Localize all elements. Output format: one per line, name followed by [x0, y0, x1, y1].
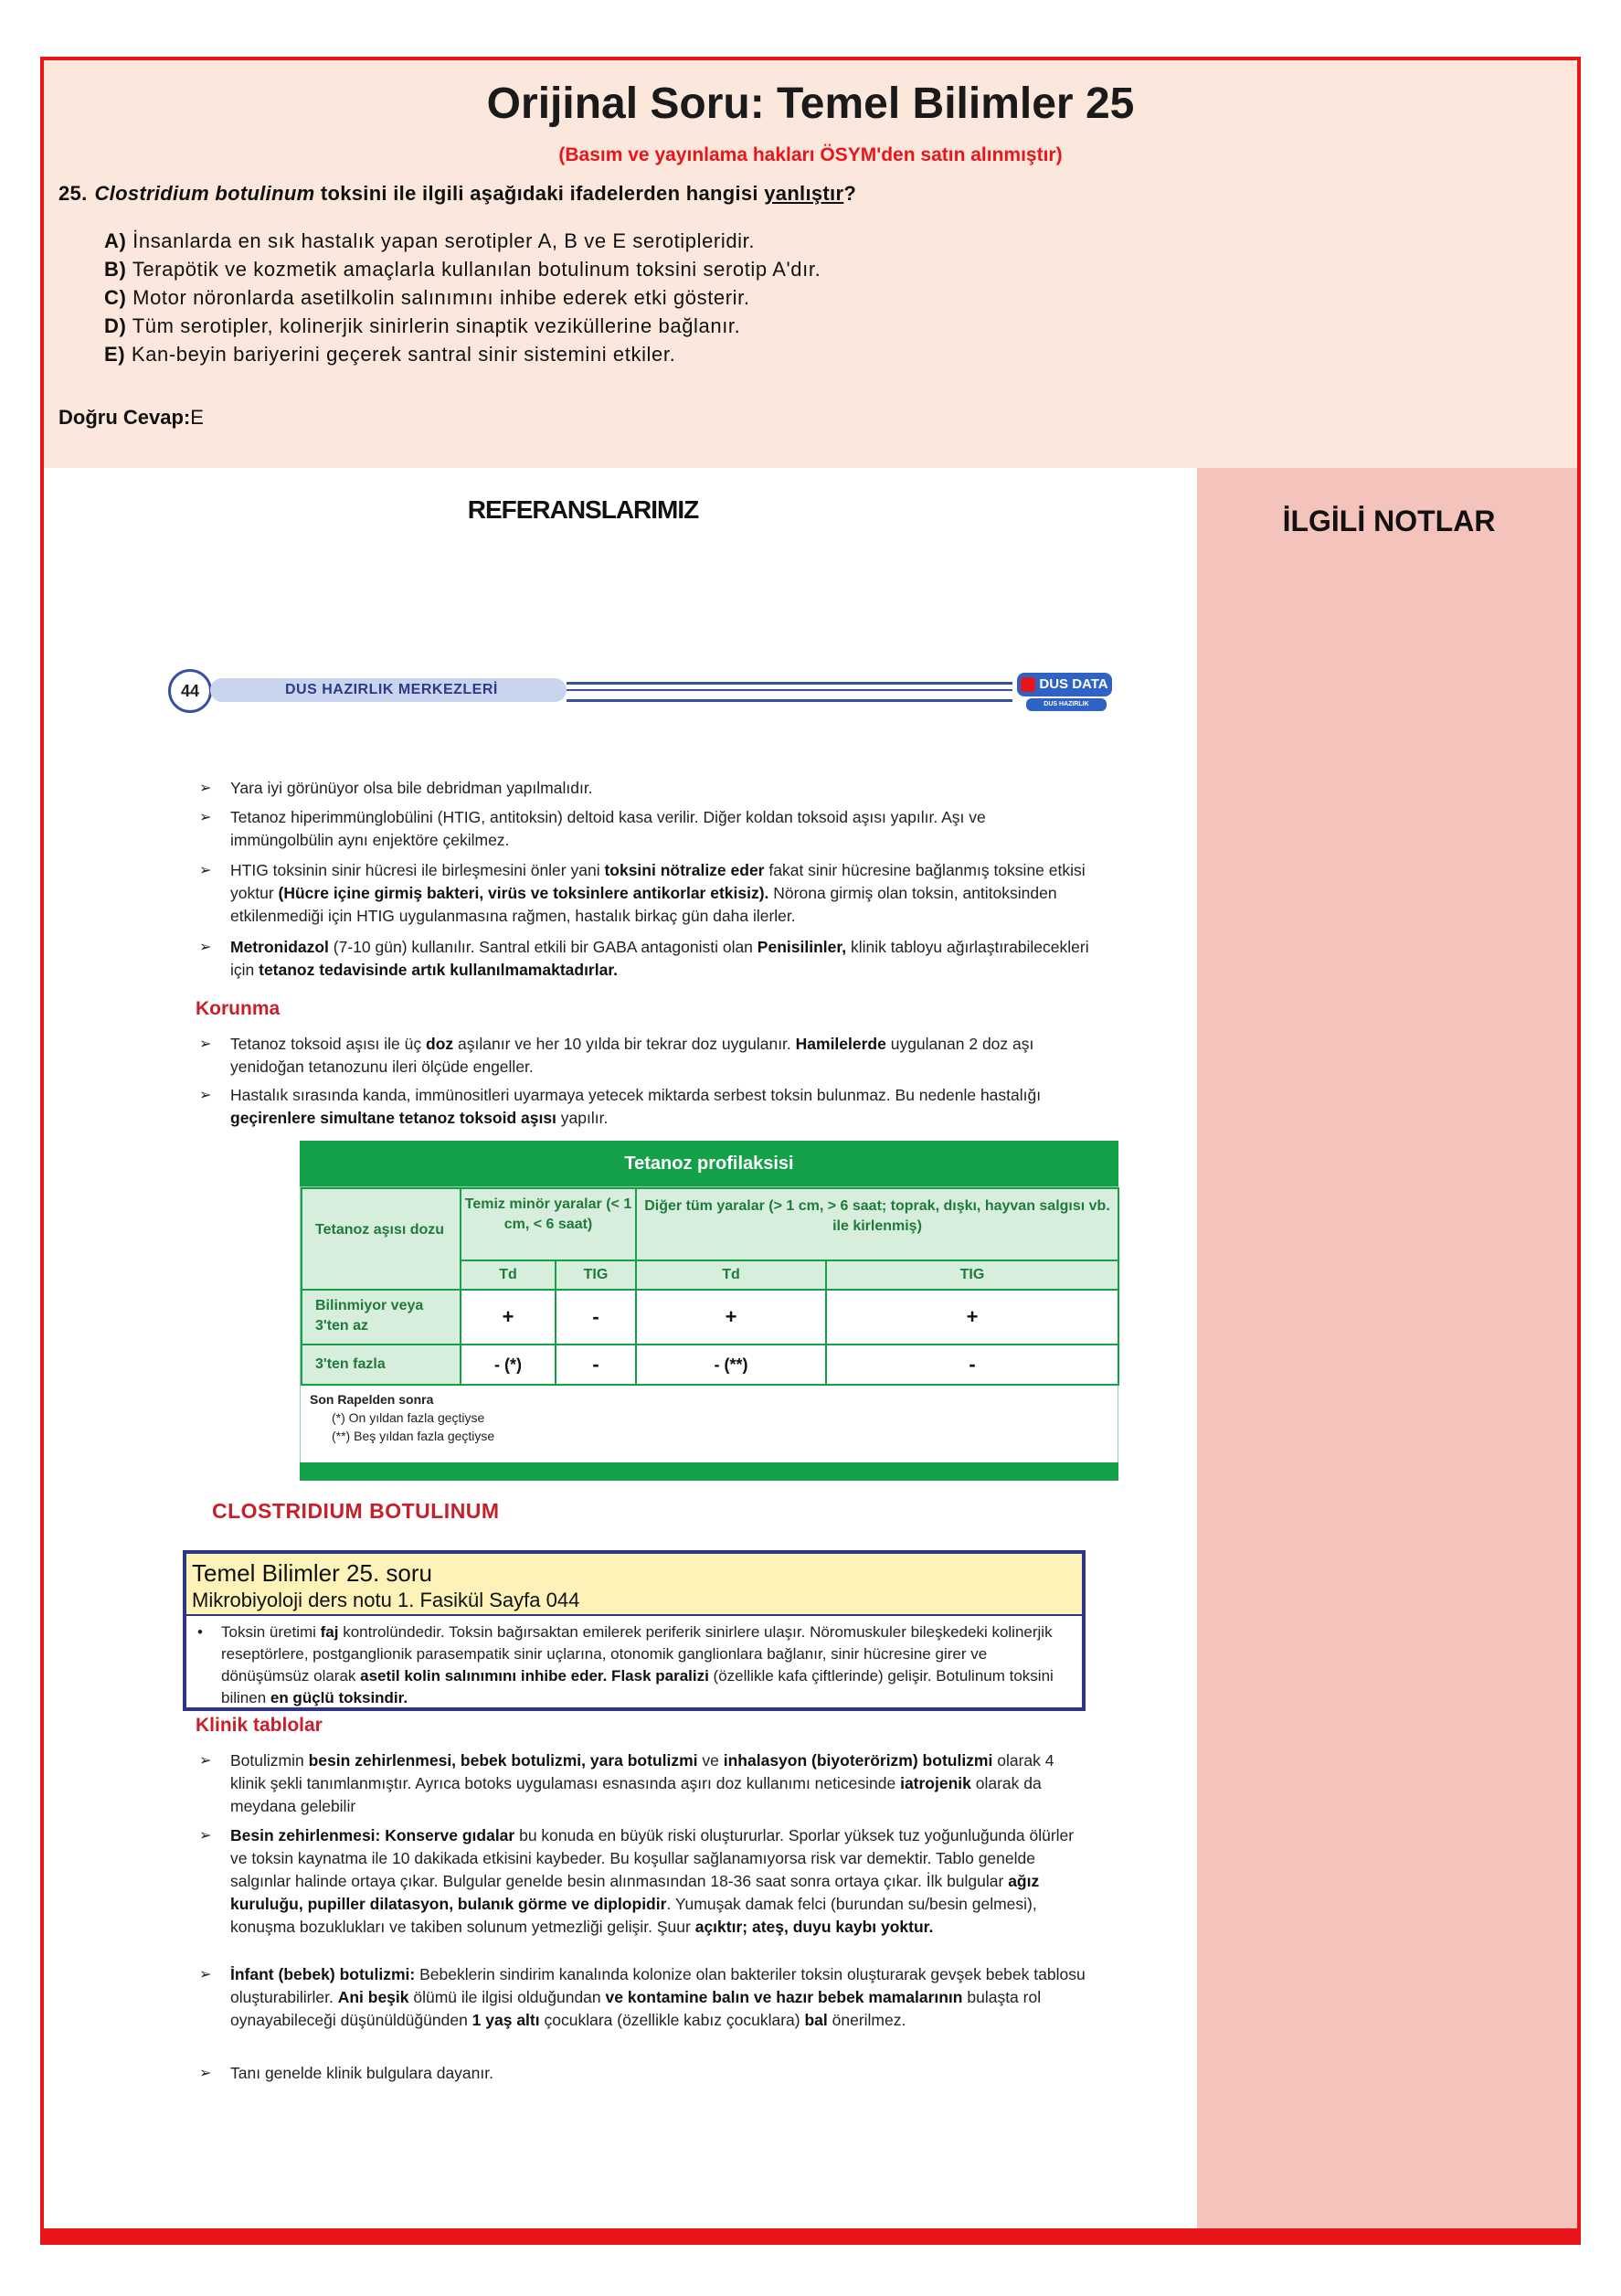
option-a: A) İnsanlarda en sık hastalık yapan serotipler A, B ve E serotipleridir. [104, 229, 756, 252]
table-footnote: Son Rapelden sonra (*) On yıldan fazla geçtiyse (**) Beş yıldan fazla geçtiyse [310, 1392, 495, 1443]
list-item: ➢ Yara iyi görünüyor olsa bile debridman yapılmalıdır. [230, 777, 1089, 800]
list-item: ➢ Besin zehirlenmesi: Konserve gıdalar bu konuda en büyük riski oluştururlar. Sporlar yüksek tuz yoğunluğunda ölürler ve toksin kaynatma ile 10 dakikada etkisini kaybeder. Bu koşullar sağlanamıyorsa risk var demektir. Tablo genelde salgınlar halinde ortaya çıkar. Bulgular genelde besin alınmasından 18-36 saat sonra ortaya çıkar. İlk bulgular ağız kuruluğu, pupiller dilatasyon, bulanık görme ve diplopidir. Yumuşak damak felci (burundan su/besin gelmesi), konuşma bozuklukları ve takiben solunum yetmezliği gelişir. Şuur açıktır; ateş, duyu kaybı yoktur. [230, 1824, 1089, 1939]
question-body: toksini ile ilgili aşağıdaki ifadelerden hangisi [314, 182, 765, 205]
section-clostridium-botulinum: CLOSTRIDIUM BOTULINUM [212, 1499, 500, 1523]
page-number: 44 [168, 669, 212, 713]
table-row-label-2: 3'ten fazla [301, 1344, 461, 1386]
list-item: ➢ Metronidazol (7-10 gün) kullanılır. Santral etkili bir GABA antagonisti olan Penisilinler, klinik tabloyu ağırlaştırabilecekleri için tetanoz tedavisinde artık kullanılmamaktadırlar. [230, 936, 1089, 982]
table-sub-tig-1: TIG [555, 1260, 637, 1291]
header-rule [567, 682, 1012, 702]
bottom-rule [40, 2228, 1581, 2245]
list-item: ➢ Hastalık sırasında kanda, immünositleri uyarmaya yetecek miktarda serbest toksin bulunmaz. Bu nedenle hastalığı geçirenlere simultane tetanoz toksoid aşısı yapılır. [230, 1084, 1089, 1130]
table-cell: - (**) [635, 1344, 827, 1386]
logo-subtext: DUS HAZIRLIK MERKEZLERİ [1026, 698, 1107, 711]
section-korunma: Korunma [196, 998, 281, 1019]
list-item: ➢ Botulizmin besin zehirlenmesi, bebek botulizmi, yara botulizmi ve inhalasyon (biyoterörizm) botulizmi olarak 4 klinik şekli tanımlanmıştır. Ayrıca botoks uygulaması esnasında aşırı doz kullanımı neticesinde iatrojenik olarak da meydana gelebilir [230, 1749, 1089, 1818]
table-cell: + [825, 1289, 1119, 1345]
page-header-label: DUS HAZIRLIK MERKEZLERİ [285, 682, 498, 697]
page-header [168, 669, 1128, 720]
table-sub-tig-2: TIG [825, 1260, 1119, 1291]
table-cell: + [460, 1289, 556, 1345]
list-item: ➢ Tetanoz hiperimmünglobülini (HTIG, antitoksin) deltoid kasa verilir. Diğer koldan toksoid aşısı yapılır. Aşı ve immüngolbülin aynı enjektöre çekilmez. [230, 806, 1089, 852]
correct-answer-label: Doğru Cevap: [58, 406, 191, 429]
notes-heading: İLGİLİ NOTLAR [1282, 505, 1496, 537]
table-sub-td-2: Td [635, 1260, 827, 1291]
question-number: 25. [58, 182, 88, 205]
list-item: ➢ HTIG toksinin sinir hücresi ile birleşmesini önler yani toksini nötralize eder fakat sinir hücresine bağlanmış toksine etkisi yoktur (Hücre içine girmiş bakteri, virüs ve toksinlere antikorlar etkisiz). Nörona girmiş olan toksin, antitoksinden etkilenmediği için HTIG uygulanmasına rağmen, hastalık birkaç gün daha ilerler. [230, 859, 1089, 928]
tooth-icon [1021, 677, 1035, 692]
question-end: ? [843, 182, 857, 205]
table-cell: - [825, 1344, 1119, 1386]
references-heading: REFERANSLARIMIZ [467, 495, 699, 524]
table-cell: - (*) [460, 1344, 556, 1386]
option-c: C) Motor nöronlarda asetilkolin salınımını inhibe ederek etki gösterir. [104, 286, 750, 309]
question-keyword: yanlıştır [764, 182, 844, 205]
answer-options [104, 227, 821, 368]
table-cell: - [555, 1344, 637, 1386]
dusdata-logo [1013, 669, 1114, 720]
list-item: ➢ Tetanoz toksoid aşısı ile üç doz aşılanır ve her 10 yılda bir tekrar doz uygulanır. Hamilelerde uygulanan 2 doz aşı yenidoğan tetanozunu ileri ölçüde engeller. [230, 1033, 1089, 1079]
correct-answer [58, 406, 204, 430]
table-sub-td-1: Td [460, 1260, 556, 1291]
list-item: ➢ İnfant (bebek) botulizmi: Bebeklerin sindirim kanalında kolonize olan bakteriler toksin oluşturarak gevşek bebek tablosu oluşturabilirler. Ani beşik ölümü ile ilgisi olduğundan ve kontamine balın ve hazır bebek mamalarının bulaşta rol oynayabileceği düşünüldüğünden 1 yaş altı çocuklara (özellikle kabız çocuklara) bal önerilmez. [230, 1963, 1089, 2032]
reference-title: Temel Bilimler 25. soru [192, 1559, 432, 1587]
option-d: D) Tüm serotipler, kolinerjik sinirlerin sinaptik veziküllerine bağlanır. [104, 314, 741, 337]
table-row-header: Tetanoz aşısı dozu [301, 1187, 461, 1291]
document-frame [40, 57, 1581, 2245]
logo-text: DUS DATA [1039, 676, 1108, 692]
table-cell: + [635, 1289, 827, 1345]
tetanus-prophylaxis-table [300, 1141, 1118, 1481]
option-b: B) Terapötik ve kozmetik amaçlarla kullanılan botulinum toksini serotip A'dır. [104, 258, 821, 281]
question-reference-box [183, 1550, 1086, 1711]
page-title: Orijinal Soru: Temel Bilimler 25 [486, 80, 1135, 128]
table-col-minor: Temiz minör yaralar (< 1 cm, < 6 saat) [460, 1187, 637, 1261]
question-header-band [44, 60, 1577, 468]
related-notes-panel [1197, 468, 1581, 2245]
table-cell: - [555, 1289, 637, 1345]
correct-answer-value: E [190, 406, 204, 429]
question-text [58, 182, 856, 206]
section-klinik-tablolar: Klinik tablolar [196, 1715, 323, 1736]
option-e: E) Kan-beyin bariyerini geçerek santral sinir sistemini etkiler. [104, 343, 676, 366]
table-col-other: Diğer tüm yaralar (> 1 cm, > 6 saat; toprak, dışkı, hayvan salgısı vb. ile kirlenmiş) [635, 1187, 1119, 1261]
table-row-label-1: Bilinmiyor veya 3'ten az [301, 1289, 461, 1345]
reference-source: Mikrobiyoloji ders notu 1. Fasikül Sayfa 044 [192, 1589, 580, 1611]
copyright-subtitle: (Basım ve yayınlama hakları ÖSYM'den satın alınmıştır) [558, 144, 1063, 165]
reference-text: • Toksin üretimi faj kontrolündedir. Toksin bağırsaktan emilerek periferik sinirlere ulaşır. Nöromuskuler bileşkedeki kolinerjik reseptörlere, postganglionik parasempatik sinir uçlarına, otonomik ganglionlara bağlanır, sinir hücresine girer ve dönüşümsüz olarak asetil kolin salınımını inhibe eder. Flask paralizi (özellikle kafa çiftlerinde) gelişir. Botulinum toksini bilinen en güçlü toksindir. [192, 1621, 1069, 1709]
list-item: ➢ Tanı genelde klinik bulgulara dayanır. [230, 2062, 1089, 2085]
table-title: Tetanoz profilaksisi [300, 1141, 1118, 1186]
question-organism: Clostridium botulinum [94, 182, 315, 205]
